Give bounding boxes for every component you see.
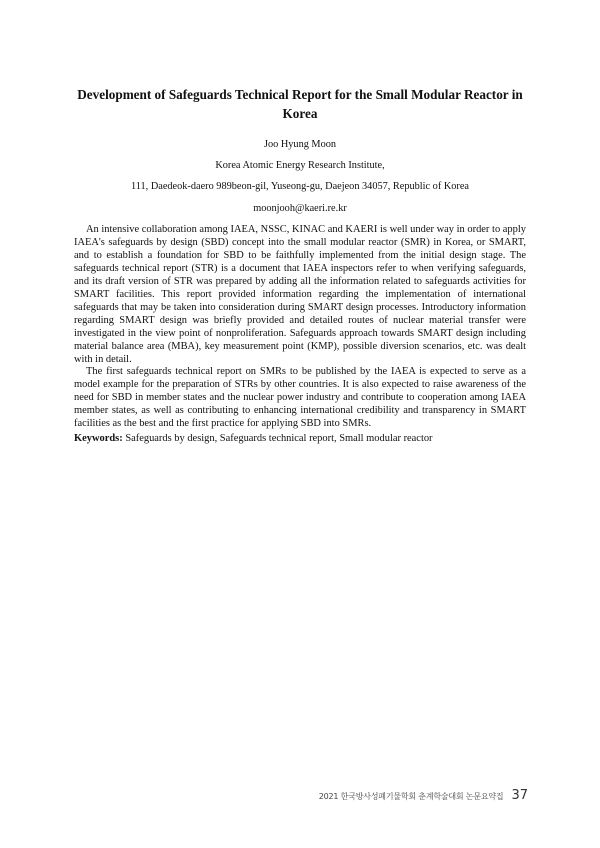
keywords bbox=[74, 432, 526, 445]
author-email: moonjooh@kaeri.re.kr bbox=[253, 202, 347, 214]
author-address: 111, Daedeok-daero 989beon-gil, Yuseong-gu, Daejeon 34057, Republic of Korea bbox=[131, 181, 469, 193]
keywords-text: Safeguards by design, Safeguards technical report, Small modular reactor bbox=[125, 433, 433, 444]
paper-title: Development of Safeguards Technical Report for the Small Modular Reactor in Korea bbox=[77, 87, 523, 121]
abstract-paragraph-1: An intensive collaboration among IAEA, NSSC, KINAC and KAERI is well under way in order to apply IAEA's safeguards by design (SBD) concept into the small modular reactor (SMR) in Korea, or SMART, and to establish a foundation for SBD to be faithfully implemented from the initial design stage. The safeguards technical report (STR) is a document that IAEA inspectors refer to when verifying safeguards, and its draft version of STR was prepared by adding all the information related to safeguards activities for SMART facilities. This report provided information regarding the implementation of international safeguards that may be taken into consideration during SMART design processes. Introductory information regarding SMART design was briefly provided and detailed routes of nuclear material transfer were investigated in the view point of nonproliferation. Safeguards approach towards SMART design including material balance area (MBA), key measurement point (KMP), possible diversion scenarios, etc. was dealt with in detail. bbox=[74, 224, 526, 365]
abstract bbox=[74, 224, 526, 431]
author-name: Joo Hyung Moon bbox=[263, 139, 337, 150]
author-affiliation: Korea Atomic Energy Research Institute, bbox=[215, 160, 385, 172]
author-block bbox=[60, 134, 540, 219]
footer-proceedings-title: 2021 한국방사성폐기물학회 춘계학술대회 논문요약집 bbox=[318, 792, 504, 801]
abstract-paragraph-2: The first safeguards technical report on SMRs to be published by the IAEA is expected to serve as a model example for the preparation of STRs by other countries. It is also expected to raise awareness of the need for SBD in member states and the nuclear power industry and contribute to cooperation among IAEA member states, as well as contributing to enhancing international credibility and transparency in SMART facilities as the best and the first practice for applying SBD into SMRs. bbox=[74, 366, 526, 430]
keywords-label: Keywords: bbox=[74, 433, 123, 444]
page-number: 37 bbox=[511, 788, 528, 803]
page-footer bbox=[319, 788, 528, 803]
